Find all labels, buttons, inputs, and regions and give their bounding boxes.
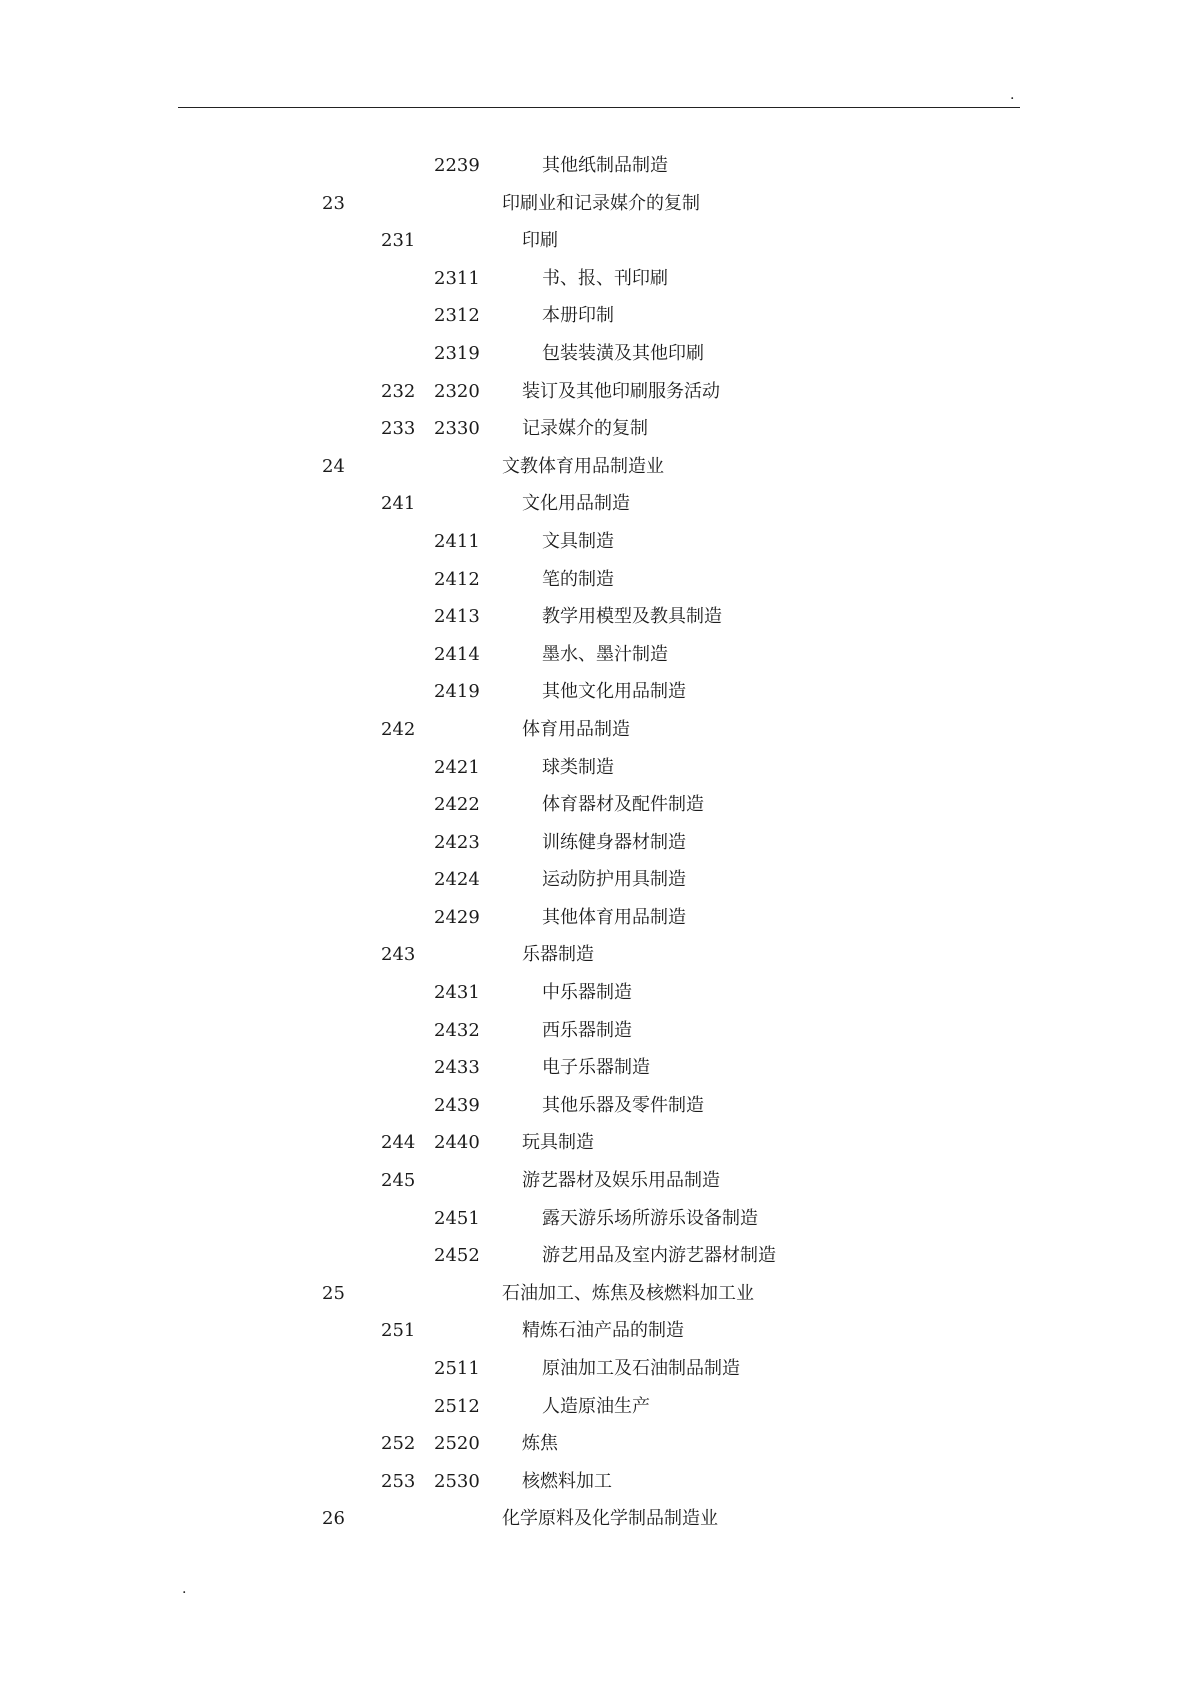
mid-code: 232 <box>381 380 416 402</box>
table-row <box>0 147 1191 185</box>
table-row <box>0 1012 1191 1050</box>
mid-code: 251 <box>381 1320 416 1342</box>
minor-code: 2424 <box>434 869 480 891</box>
table-row <box>0 786 1191 824</box>
minor-code: 2530 <box>434 1470 480 1492</box>
category-name: 游艺用品及室内游艺器材制造 <box>542 1245 776 1267</box>
minor-code: 2512 <box>434 1395 480 1417</box>
minor-code: 2433 <box>434 1057 480 1079</box>
category-name: 文化用品制造 <box>522 493 630 515</box>
minor-code: 2520 <box>434 1433 480 1455</box>
mid-code: 243 <box>381 944 416 966</box>
mid-code: 244 <box>381 1132 416 1154</box>
mid-code: 241 <box>381 493 416 515</box>
minor-code: 2432 <box>434 1019 480 1041</box>
minor-code: 2320 <box>434 380 480 402</box>
minor-code: 2423 <box>434 831 480 853</box>
table-row <box>0 1049 1191 1087</box>
category-name: 体育器材及配件制造 <box>542 794 704 816</box>
header-mark: . <box>1010 87 1015 103</box>
table-row <box>0 1388 1191 1426</box>
category-name: 精炼石油产品的制造 <box>522 1320 684 1342</box>
minor-code: 2431 <box>434 982 480 1004</box>
minor-code: 2411 <box>434 530 480 552</box>
category-name: 其他文化用品制造 <box>542 681 686 703</box>
minor-code: 2439 <box>434 1094 480 1116</box>
table-row <box>0 335 1191 373</box>
mid-code: 242 <box>381 718 416 740</box>
table-row <box>0 1350 1191 1388</box>
minor-code: 2239 <box>434 155 480 176</box>
table-row <box>0 1425 1191 1463</box>
table-row <box>0 260 1191 298</box>
minor-code: 2440 <box>434 1132 480 1154</box>
minor-code: 2412 <box>434 568 480 590</box>
table-row <box>0 1463 1191 1501</box>
minor-code: 2511 <box>434 1358 480 1379</box>
category-name: 中乐器制造 <box>542 982 632 1004</box>
category-name: 露天游乐场所游乐设备制造 <box>542 1207 758 1229</box>
category-name: 记录媒介的复制 <box>522 418 648 440</box>
category-name: 文教体育用品制造业 <box>502 455 664 477</box>
category-name: 其他体育用品制造 <box>542 906 686 928</box>
table-row <box>0 1087 1191 1125</box>
category-name: 本册印制 <box>542 305 614 327</box>
table-row <box>0 1124 1191 1162</box>
footer-mark: . <box>182 1581 187 1597</box>
table-row <box>0 1237 1191 1275</box>
table-row <box>0 373 1191 411</box>
major-code: 25 <box>322 1282 345 1304</box>
table-row <box>0 485 1191 523</box>
category-name: 墨水、墨汁制造 <box>542 643 668 665</box>
major-code: 24 <box>322 455 345 477</box>
category-name: 玩具制造 <box>522 1132 594 1154</box>
category-name: 原油加工及石油制品制造 <box>542 1358 740 1379</box>
minor-code: 2452 <box>434 1245 480 1267</box>
category-name: 体育用品制造 <box>522 718 630 740</box>
table-row <box>0 1500 1191 1538</box>
table-row <box>0 523 1191 561</box>
category-name: 化学原料及化学制品制造业 <box>502 1508 718 1530</box>
major-code: 23 <box>322 192 345 214</box>
minor-code: 2451 <box>434 1207 480 1229</box>
minor-code: 2311 <box>434 267 480 289</box>
category-name: 其他纸制品制造 <box>542 155 668 176</box>
category-name: 教学用模型及教具制造 <box>542 606 722 628</box>
minor-code: 2414 <box>434 643 480 665</box>
category-name: 游艺器材及娱乐用品制造 <box>522 1170 720 1192</box>
table-row <box>0 448 1191 486</box>
table-row <box>0 824 1191 862</box>
major-code: 26 <box>322 1508 345 1530</box>
category-name: 乐器制造 <box>522 944 594 966</box>
table-row <box>0 974 1191 1012</box>
table-row <box>0 636 1191 674</box>
minor-code: 2419 <box>434 681 480 703</box>
category-name: 其他乐器及零件制造 <box>542 1094 704 1116</box>
category-name: 印刷 <box>522 230 558 252</box>
table-row <box>0 185 1191 223</box>
category-name: 电子乐器制造 <box>542 1057 650 1079</box>
table-row <box>0 899 1191 937</box>
category-name: 文具制造 <box>542 530 614 552</box>
category-name: 核燃料加工 <box>522 1470 612 1492</box>
category-name: 炼焦 <box>522 1433 558 1455</box>
table-row <box>0 936 1191 974</box>
category-name: 石油加工、炼焦及核燃料加工业 <box>502 1282 754 1304</box>
table-row <box>0 561 1191 599</box>
category-name: 西乐器制造 <box>542 1019 632 1041</box>
table-row <box>0 749 1191 787</box>
table-row <box>0 297 1191 335</box>
table-row <box>0 598 1191 636</box>
minor-code: 2312 <box>434 305 480 327</box>
mid-code: 233 <box>381 418 416 440</box>
table-row <box>0 1275 1191 1313</box>
category-name: 书、报、刊印刷 <box>542 267 668 289</box>
mid-code: 231 <box>381 230 416 252</box>
table-row <box>0 861 1191 899</box>
header-rule <box>178 107 1020 108</box>
minor-code: 2422 <box>434 794 480 816</box>
category-name: 训练健身器材制造 <box>542 831 686 853</box>
minor-code: 2429 <box>434 906 480 928</box>
table-row <box>0 410 1191 448</box>
category-name: 装订及其他印刷服务活动 <box>522 380 720 402</box>
table-row <box>0 673 1191 711</box>
category-name: 包装装潢及其他印刷 <box>542 342 704 364</box>
minor-code: 2330 <box>434 418 480 440</box>
table-row <box>0 711 1191 749</box>
category-name: 运动防护用具制造 <box>542 869 686 891</box>
minor-code: 2421 <box>434 756 480 778</box>
table-row <box>0 1162 1191 1200</box>
mid-code: 252 <box>381 1433 416 1455</box>
minor-code: 2413 <box>434 606 480 628</box>
category-name: 球类制造 <box>542 756 614 778</box>
mid-code: 245 <box>381 1170 416 1192</box>
table-row <box>0 222 1191 260</box>
category-name: 印刷业和记录媒介的复制 <box>502 192 700 214</box>
table-row <box>0 1200 1191 1238</box>
category-name: 人造原油生产 <box>542 1395 650 1417</box>
minor-code: 2319 <box>434 342 480 364</box>
mid-code: 253 <box>381 1470 416 1492</box>
classification-table <box>0 147 1191 1538</box>
category-name: 笔的制造 <box>542 568 614 590</box>
table-row <box>0 1312 1191 1350</box>
